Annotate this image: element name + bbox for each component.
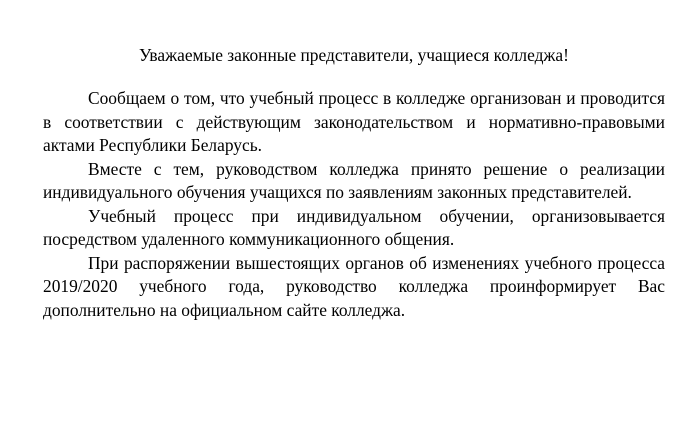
paragraph-official-website: При распоряжении вышестоящих органов об изменениях учебного процесса 2019/2020 учебного года, руководство колледжа проинформирует Вас дополнительно на официальном сайте колледжа. bbox=[43, 252, 665, 320]
document-title: Уважаемые законные представители, учащиеся колледжа! bbox=[139, 45, 569, 65]
paragraph-educational-process: Сообщаем о том, что учебный процесс в колледже организован и проводится в соответствии с действующим законодательством и нормативно-правовыми актами Республики Беларусь. bbox=[43, 88, 665, 155]
paragraph-individual-learning: Вместе с тем, руководством колледжа принято решение о реализации индивидуального обучения учащихся по заявлениям законных представителей. bbox=[43, 158, 665, 202]
document-body bbox=[43, 44, 665, 322]
paragraph-remote-communication: Учебный процесс при индивидуальном обучении, организовывается посредством удаленного коммуникационного общения. bbox=[43, 205, 665, 249]
